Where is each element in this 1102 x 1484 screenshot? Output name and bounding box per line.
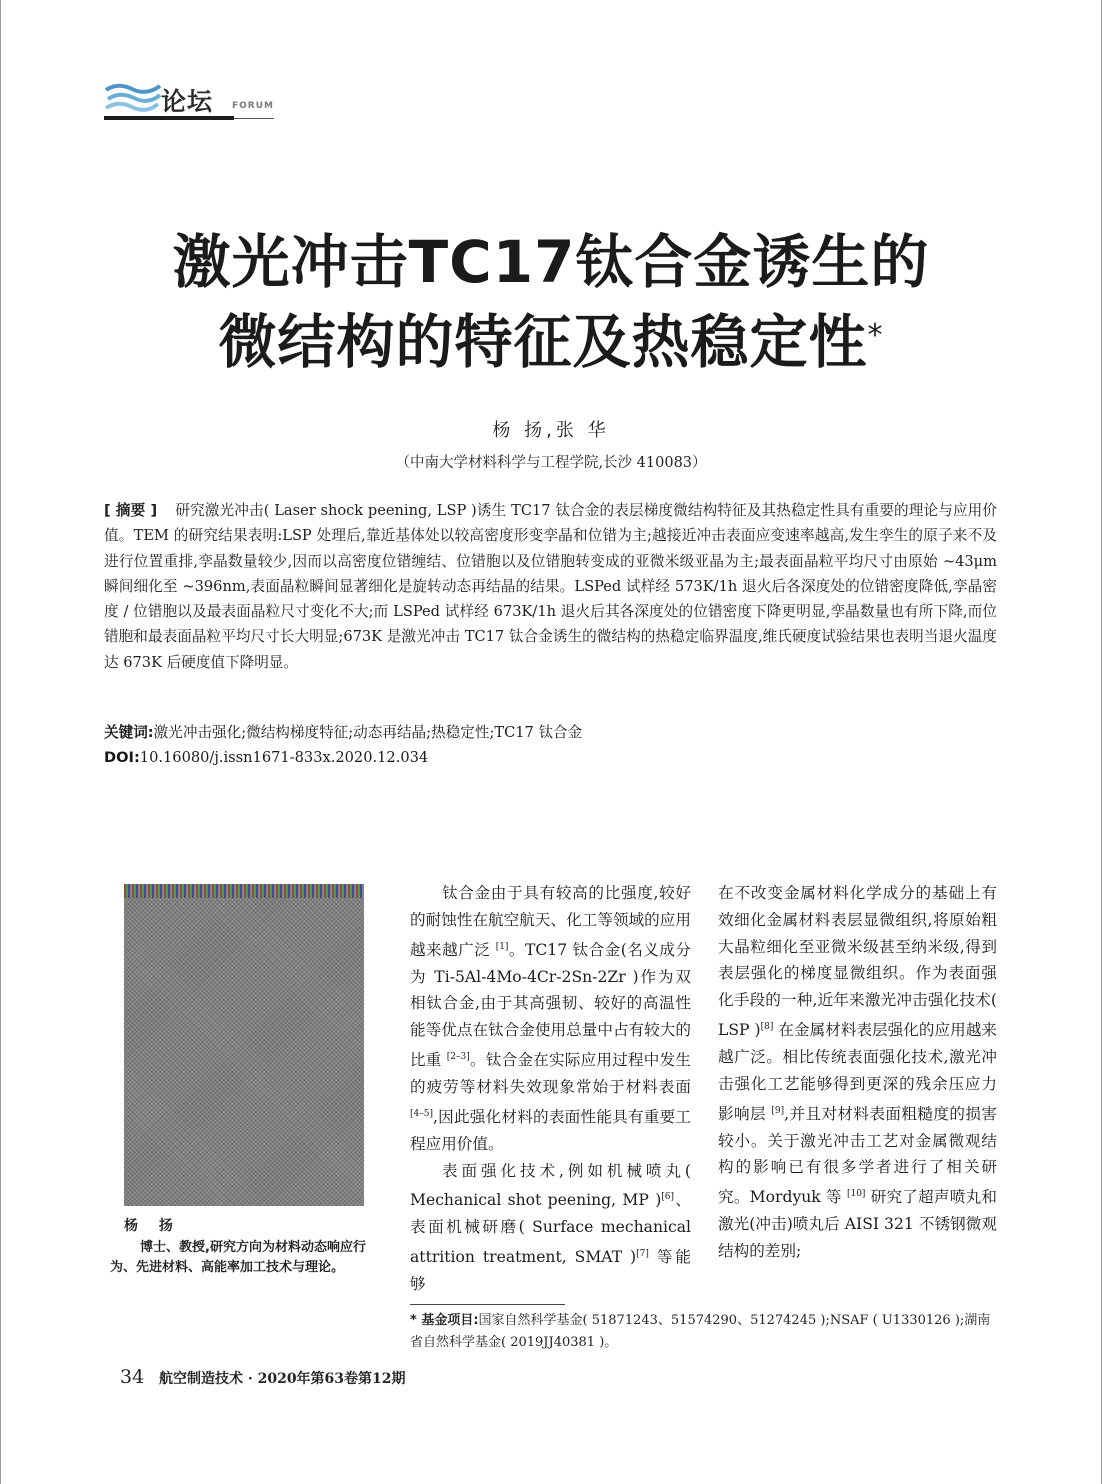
body-column-right xyxy=(718,880,997,1265)
photo-noise-band xyxy=(124,884,364,898)
header-rule xyxy=(104,116,234,120)
citation: [7] xyxy=(636,1249,649,1260)
title-line-2-text: 微结构的特征及热稳定性 xyxy=(218,308,868,376)
text-run: 等能够 xyxy=(410,1248,691,1294)
text-run: 。钛合金在实际应用过程中发生的疲劳等材料失效现象常始于材料表面 xyxy=(410,1051,691,1096)
doi xyxy=(104,745,997,770)
citation: [1] xyxy=(495,941,509,952)
citation: [8] xyxy=(760,1021,774,1032)
text-run: ,因此强化材料的表面性能具有重要工程应用价值。 xyxy=(410,1107,691,1153)
text-run: 在不改变金属材料化学成分的基础上有效细化金属材料表层显微组织,将原始粗大晶粒细化至亚微米级甚至纳米级,得到表层强化的梯度显微组织。作为表面强化手段的一种,近年来激光冲击强化技术( LSP ) xyxy=(718,884,997,1040)
text-run: 、表面机械研磨( Surface mechanical attrition treatment, SMAT ) xyxy=(410,1191,691,1267)
text-run: 钛合金由于具有较高的比强度,较好的耐蚀性在航空航天、化工等领域的应用越来越广泛 xyxy=(410,884,691,959)
author-photo xyxy=(124,884,364,1206)
keywords xyxy=(104,720,997,745)
header-rule-thin xyxy=(234,118,274,119)
citation: [10] xyxy=(846,1189,866,1200)
affiliation: （中南大学材料科学与工程学院,长沙 410083） xyxy=(395,455,707,471)
section-subtitle: FORUM xyxy=(232,101,274,111)
abstract-label: [ 摘要 ] xyxy=(104,502,158,519)
authors: 杨 扬,张 华 xyxy=(492,420,610,441)
doi-text: 10.16080/j.issn1671-833x.2020.12.034 xyxy=(139,749,429,766)
text-run: ,并且对材料表面粗糙度的损害较小。关于激光冲击工艺对金属微观结构的影响已有很多学者进行了相关研究。Mordyuk 等 xyxy=(718,1104,997,1207)
doi-label: DOI: xyxy=(104,749,140,766)
citation: [9] xyxy=(771,1105,785,1116)
text-run: 研究了超声喷丸和激光(冲击)喷丸后 AISI 321 不锈钢微观结构的差别; xyxy=(718,1188,997,1260)
abstract-text: 研究激光冲击( Laser shock peening, LSP )诱生 TC17 钛合金的表层梯度微结构特征及其热稳定性具有重要的理论与应用价值。TEM 的研究结果表明:LSP 处理后,靠近基体处以较高密度形变孪晶和位错为主;越接近冲击表面应变速率越高,发生孪生的原子来不及进行位置重排,孪晶数量较少,因而以高密度位错缠结、位错胞以及位错胞转变成的亚微米级亚晶为主;最表面晶粒平均尺寸由原始 ~43μm 瞬间细化至 ~396nm,表面晶粒瞬间显著细化是旋转动态再结晶的结果。LSPed 试样经 573K/1h 退火后各深度处的位错密度降低,孪晶密度 / 位错胞以及最表面晶粒尺寸变化不大;而 LSPed 试样经 673K/1h 退火后其各深度处的位错密度下降更明显,孪晶数量也有所下降,而位错胞和最表面晶粒平均尺寸长大明显;673K 是激光冲击 TC17 钛合金诱生的微结构的热稳定临界温度,维氏硬度试验结果也表明当退火温度达 673K 后硬度值下降明显。 xyxy=(104,502,997,671)
footnote-label: * 基金项目: xyxy=(410,1313,479,1328)
section-title: 论坛 xyxy=(161,87,214,116)
title-line-2 xyxy=(0,302,1102,382)
title-line-1: 激光冲击TC17钛合金诱生的 xyxy=(172,228,930,296)
citation: [4–5] xyxy=(410,1108,433,1119)
keywords-label: 关键词: xyxy=(104,724,154,741)
page-number: 34 xyxy=(120,1366,145,1388)
text-run: 在金属材料表层强化的应用越来越广泛。相比传统表面强化技术,激光冲击强化工艺能够得到更深的残余压应力影响层 xyxy=(718,1021,997,1123)
citation: [6] xyxy=(661,1192,675,1203)
body-column-left xyxy=(410,880,691,1298)
citation: [2–3] xyxy=(446,1051,470,1062)
waves-logo-icon xyxy=(104,80,162,114)
paragraph xyxy=(718,880,997,1265)
keywords-text: 激光冲击强化;微结构梯度特征;动态再结晶;热稳定性;TC17 钛合金 xyxy=(153,724,583,741)
title-footnote-mark: * xyxy=(867,318,884,353)
text-run: 。TC17 钛合金(名义成分为 Ti-5Al-4Mo-4Cr-2Sn-2Zr )作为双相钛合金,由于其高强韧、较好的高温性能等优点在钛合金使用总量中占有较大的比重 xyxy=(410,940,691,1070)
text-run: 表面强化技术,例如机械喷丸( Mechanical shot peening, MP ) xyxy=(410,1161,691,1210)
footnote-rule xyxy=(410,1304,565,1305)
page-footer xyxy=(120,1366,406,1388)
funding-footnote xyxy=(410,1310,998,1354)
article-title xyxy=(0,222,1102,382)
bio-text: 博士、教授,研究方向为材料动态响应行为、先进材料、高能率加工技术与理论。 xyxy=(110,1240,366,1275)
journal-name: 航空制造技术 · 2020年第63卷第12期 xyxy=(158,1371,406,1387)
footnote-text: 国家自然科学基金( 51871243、51574290、51274245 );NSAF ( U1330126 );湖南省自然科学基金( 2019JJ40381 )。 xyxy=(410,1313,991,1350)
bio-author-name: 杨 扬 xyxy=(124,1218,181,1234)
paragraph xyxy=(410,880,691,1158)
abstract xyxy=(104,498,997,675)
paragraph xyxy=(410,1158,691,1298)
section-header xyxy=(104,74,274,122)
